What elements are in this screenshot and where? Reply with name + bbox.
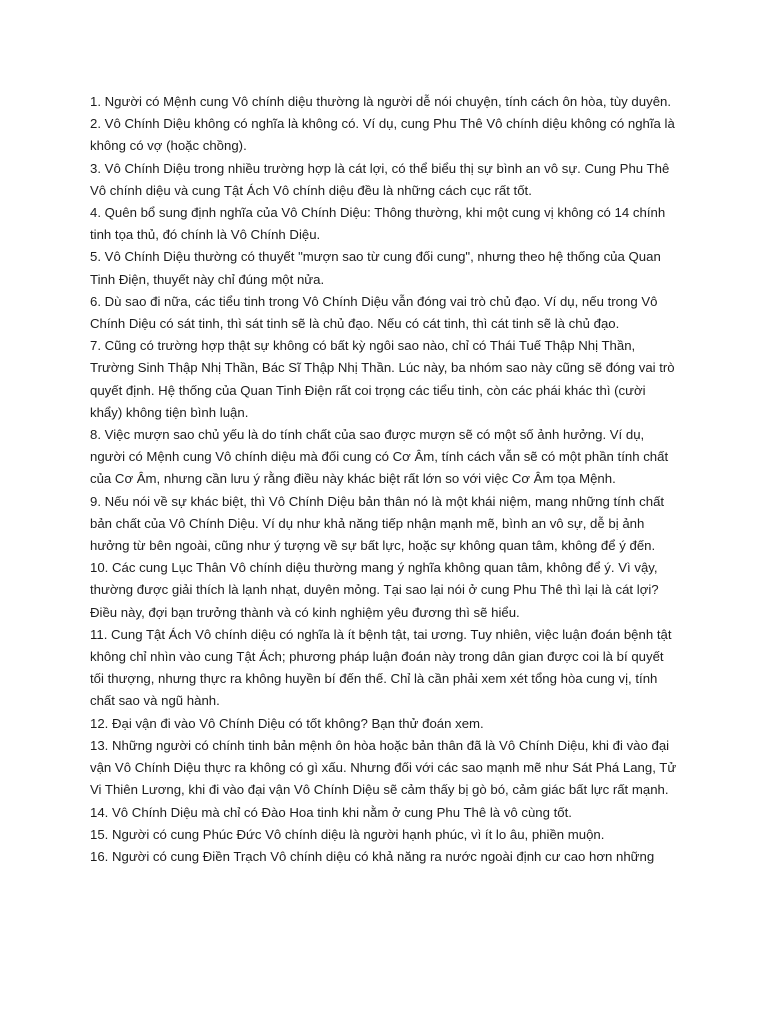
list-item: 7. Cũng có trường hợp thật sự không có bất kỳ ngôi sao nào, chỉ có Thái Tuế Thập Nhị Thần, Trường Sinh Thập Nhị Thần, Bác Sĩ Thập Nhị Thần. Lúc này, ba nhóm sao này cũng sẽ đóng vai trò quyết định. Hệ thống của Quan Tinh Điện rất coi trọng các tiểu tinh, còn các phái khác thì (cười khẩy) không tiện bình luận. bbox=[90, 338, 675, 420]
list-item: 9. Nếu nói về sự khác biệt, thì Vô Chính Diệu bản thân nó là một khái niệm, mang những tính chất bản chất của Vô Chính Diệu. Ví dụ như khả năng tiếp nhận mạnh mẽ, bình an vô sự, dễ bị ảnh hưởng từ bên ngoài, cũng như ý tượng về sự bất lực, hoặc sự không quan tâm, không để ý đến. bbox=[90, 493, 665, 554]
list-item: 14. Vô Chính Diệu mà chỉ có Đào Hoa tinh khi nằm ở cung Phu Thê là vô cùng tốt. bbox=[90, 804, 572, 820]
list-item: 10. Các cung Lục Thân Vô chính diệu thường mang ý nghĩa không quan tâm, không để ý. Vì vậy, thường được giải thích là lạnh nhạt, duyên mỏng. Tại sao lại nói ở cung Phu Thê thì lại là cát lợi? Điều này, đợi bạn trưởng thành và có kinh nghiệm yêu đương thì sẽ hiểu. bbox=[90, 560, 659, 620]
list-item: 16. Người có cung Điền Trạch Vô chính diệu có khả năng ra nước ngoài định cư cao hơn những bbox=[90, 848, 655, 864]
list-item: 13. Những người có chính tinh bản mệnh ôn hòa hoặc bản thân đã là Vô Chính Diệu, khi đi vào đại vận Vô Chính Diệu thực ra không có gì xấu. Nhưng đối với các sao mạnh mẽ như Sát Phá Lang, Tử Vi Thiên Lương, khi đi vào đại vận Vô Chính Diệu sẽ cảm thấy bị gò bó, cảm giác bất lực rất mạnh. bbox=[90, 737, 677, 798]
list-item: 5. Vô Chính Diệu thường có thuyết "mượn sao từ cung đối cung", nhưng theo hệ thống của Quan Tinh Điện, thuyết này chỉ đúng một nửa. bbox=[90, 249, 661, 287]
list-item: 15. Người có cung Phúc Đức Vô chính diệu là người hạnh phúc, vì ít lo âu, phiền muộn. bbox=[90, 826, 605, 842]
list-item: 1. Người có Mệnh cung Vô chính diệu thường là người dễ nói chuyện, tính cách ôn hòa, tùy duyên. bbox=[90, 94, 672, 109]
list-item: 12. Đại vận đi vào Vô Chính Diệu có tốt không? Bạn thử đoán xem. bbox=[90, 715, 484, 731]
list-item: 4. Quên bổ sung định nghĩa của Vô Chính Diệu: Thông thường, khi một cung vị không có 14 chính tinh tọa thủ, đó chính là Vô Chính Diệu. bbox=[90, 205, 666, 243]
list-item: 6. Dù sao đi nữa, các tiểu tinh trong Vô Chính Diệu vẫn đóng vai trò chủ đạo. Ví dụ, nếu trong Vô Chính Diệu có sát tinh, thì sát tinh sẽ là chủ đạo. Nếu có cát tinh, thì cát tinh sẽ là chủ đạo. bbox=[90, 293, 658, 332]
list-item: 3. Vô Chính Diệu trong nhiều trường hợp là cát lợi, có thể biểu thị sự bình an vô sự. Cung Phu Thê Vô chính diệu và cung Tật Ách Vô chính diệu đều là những cách cục rất tốt. bbox=[90, 160, 670, 198]
numbered-list bbox=[90, 91, 680, 868]
list-item: 8. Việc mượn sao chủ yếu là do tính chất của sao được mượn sẽ có một số ảnh hưởng. Ví dụ, người có Mệnh cung Vô chính diệu mà đối cung có Cơ Âm, tính cách vẫn sẽ có một phần tính chất của Cơ Âm, nhưng cần lưu ý rằng điều này khác biệt rất lớn so với việc Cơ Âm tọa Mệnh. bbox=[90, 427, 669, 487]
list-item: 2. Vô Chính Diệu không có nghĩa là không có. Ví dụ, cung Phu Thê Vô chính diệu không có nghĩa là không có vợ (hoặc chồng). bbox=[90, 116, 675, 154]
list-item: 11. Cung Tật Ách Vô chính diệu có nghĩa là ít bệnh tật, tai ương. Tuy nhiên, việc luận đoán bệnh tật không chỉ nhìn vào cung Tật Ách; phương pháp luận đoán này trong dân gian được coi là bí quyết tối thượng, nhưng thực ra không huyền bí đến thế. Chỉ là cần phải xem xét tổng hòa cung vị, tính chất sao và ngũ hành. bbox=[90, 626, 672, 709]
